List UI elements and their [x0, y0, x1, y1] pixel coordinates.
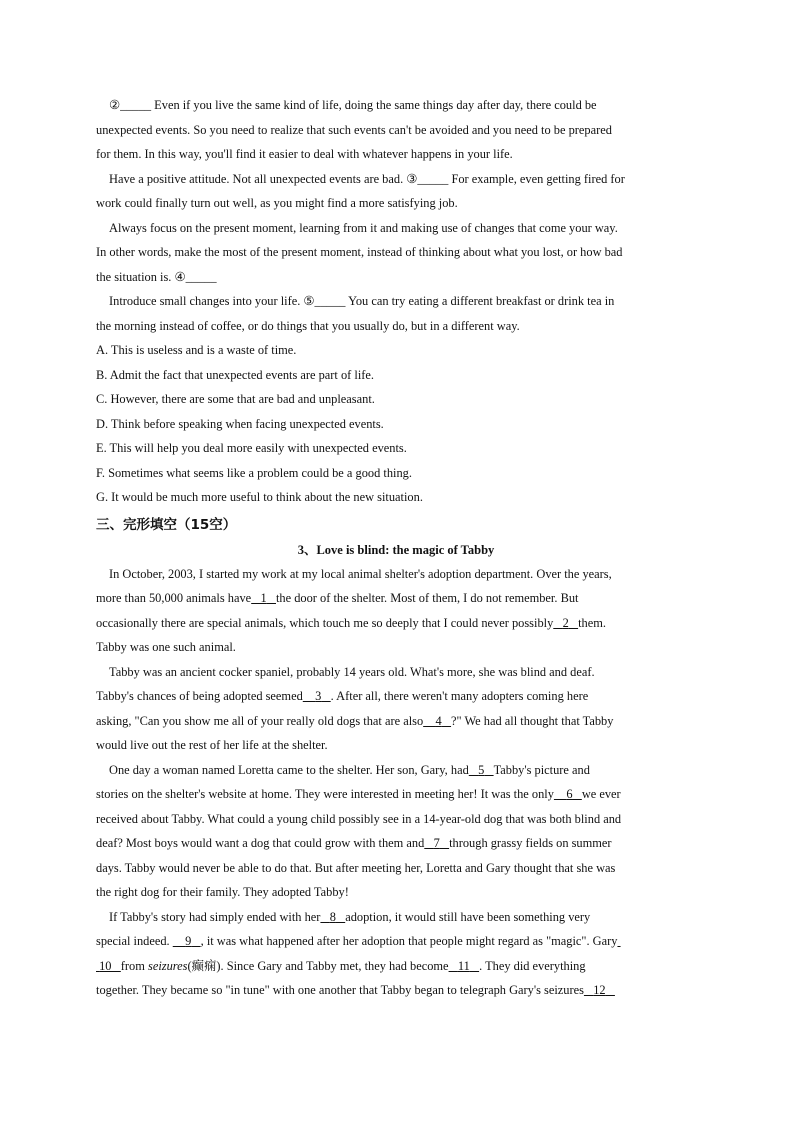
text-line: more than 50,000 animals have 1 the door of the shelter. Most of them, I do not remember. But: [96, 586, 696, 611]
text-line: In other words, make the most of the present moment, instead of thinking about what you lost, or how bad: [96, 245, 623, 259]
option-item: G. It would be much more useful to think about the new situation.: [96, 490, 423, 504]
blank-1: 1: [260, 591, 267, 605]
blank-2: 2: [562, 615, 569, 630]
blank-3: 3: [315, 689, 322, 703]
text-line: asking, "Can you show me all of your really old dogs that are also 4 ?" We had all thought that Tabby: [96, 709, 696, 734]
text-line: Tabby was one such animal.: [96, 640, 236, 654]
section-heading: 三、完形填空（15空）: [96, 516, 237, 533]
passage-paragraph-3: [96, 216, 696, 290]
cloze-passage: [96, 562, 696, 1003]
blank-9: 9: [185, 934, 192, 948]
option-item: E. This will help you deal more easily with unexpected events.: [96, 441, 407, 455]
blank-10: 10: [99, 958, 112, 973]
text-line: deaf? Most boys would want a dog that could grow with them and 7 through grassy fields on summer: [96, 831, 696, 856]
text-line: Tabby was an ancient cocker spaniel, probably 14 years old. What's more, she was blind and deaf.: [109, 664, 595, 679]
text-line: for them. In this way, you'll find it easier to deal with whatever happens in your life.: [96, 147, 513, 161]
text-line: 10 from seizures(癫痫). Since Gary and Tabby met, they had become 11 . They did everything: [96, 954, 696, 979]
blank-11: 11: [457, 958, 470, 973]
blank-12: 12: [593, 983, 606, 997]
text-line: special indeed. 9 , it was what happened after her adoption that people might regard as "magic". Gary: [96, 929, 696, 954]
options-list: [96, 338, 696, 510]
passage-title: 3、Love is blind: the magic of Tabby: [297, 542, 495, 557]
option-item: D. Think before speaking when facing unexpected events.: [96, 416, 384, 431]
text-line: Introduce small changes into your life. ⑤_____ You can try eating a different breakfast or drink tea in: [109, 294, 615, 308]
text-line: the morning instead of coffee, or do things that you usually do, but in a different way.: [96, 318, 520, 333]
text-line: occasionally there are special animals, which touch me so deeply that I could never possibly 2 them.: [96, 611, 696, 636]
text-line: would live out the rest of her life at the shelter.: [96, 738, 328, 752]
text-line: the right dog for their family. They adopted Tabby!: [96, 885, 349, 899]
blank-5: 5: [478, 762, 485, 777]
passage-paragraph-4: [96, 289, 696, 338]
page-content: [96, 93, 696, 1003]
text-line: stories on the shelter's website at home. They were interested in meeting her! It was the only 6 we ever: [96, 782, 696, 807]
text-line: unexpected events. So you need to realize that such events can't be avoided and you need to be prepared: [96, 122, 612, 137]
text-line: Tabby's chances of being adopted seemed 3 . After all, there weren't many adopters coming here: [96, 684, 696, 709]
text-line: work could finally turn out well, as you might find a more satisfying job.: [96, 196, 458, 210]
option-item: A. This is useless and is a waste of time.: [96, 343, 297, 357]
option-item: B. Admit the fact that unexpected events are part of life.: [96, 367, 374, 382]
text-line: days. Tabby would never be able to do that. But after meeting her, Loretta and Gary thought that she was: [96, 860, 616, 875]
text-line: the situation is. ④_____: [96, 269, 217, 284]
text-line: Always focus on the present moment, learning from it and making use of changes that come your way.: [109, 220, 618, 235]
text-line: together. They became so "in tune" with one another that Tabby began to telegraph Gary's seizures 12: [96, 978, 696, 1003]
blank-4: 4: [435, 713, 442, 728]
text-line: In October, 2003, I started my work at my local animal shelter's adoption department. Over the years,: [109, 566, 612, 581]
passage-paragraph-1: [96, 93, 696, 167]
text-line: One day a woman named Loretta came to the shelter. Her son, Gary, had 5 Tabby's picture and: [96, 758, 696, 783]
text-line: received about Tabby. What could a young child possibly see in a 14-year-old dog that was both blind and: [96, 811, 622, 826]
blank-7: 7: [433, 836, 440, 850]
blank-6: 6: [566, 787, 573, 801]
text-line: If Tabby's story had simply ended with her 8 adoption, it would still have been something very: [96, 905, 696, 930]
blank-8: 8: [329, 909, 336, 924]
text-line: Have a positive attitude. Not all unexpected events are bad. ③_____ For example, even getting fired for: [109, 171, 625, 186]
passage-paragraph-2: [96, 167, 696, 216]
text-line: ②_____ Even if you live the same kind of life, doing the same things day after day, there could be: [109, 98, 597, 112]
blank-10-lead: [617, 929, 620, 954]
option-item: F. Sometimes what seems like a problem could be a good thing.: [96, 465, 412, 480]
option-item: C. However, there are some that are bad and unpleasant.: [96, 392, 375, 406]
